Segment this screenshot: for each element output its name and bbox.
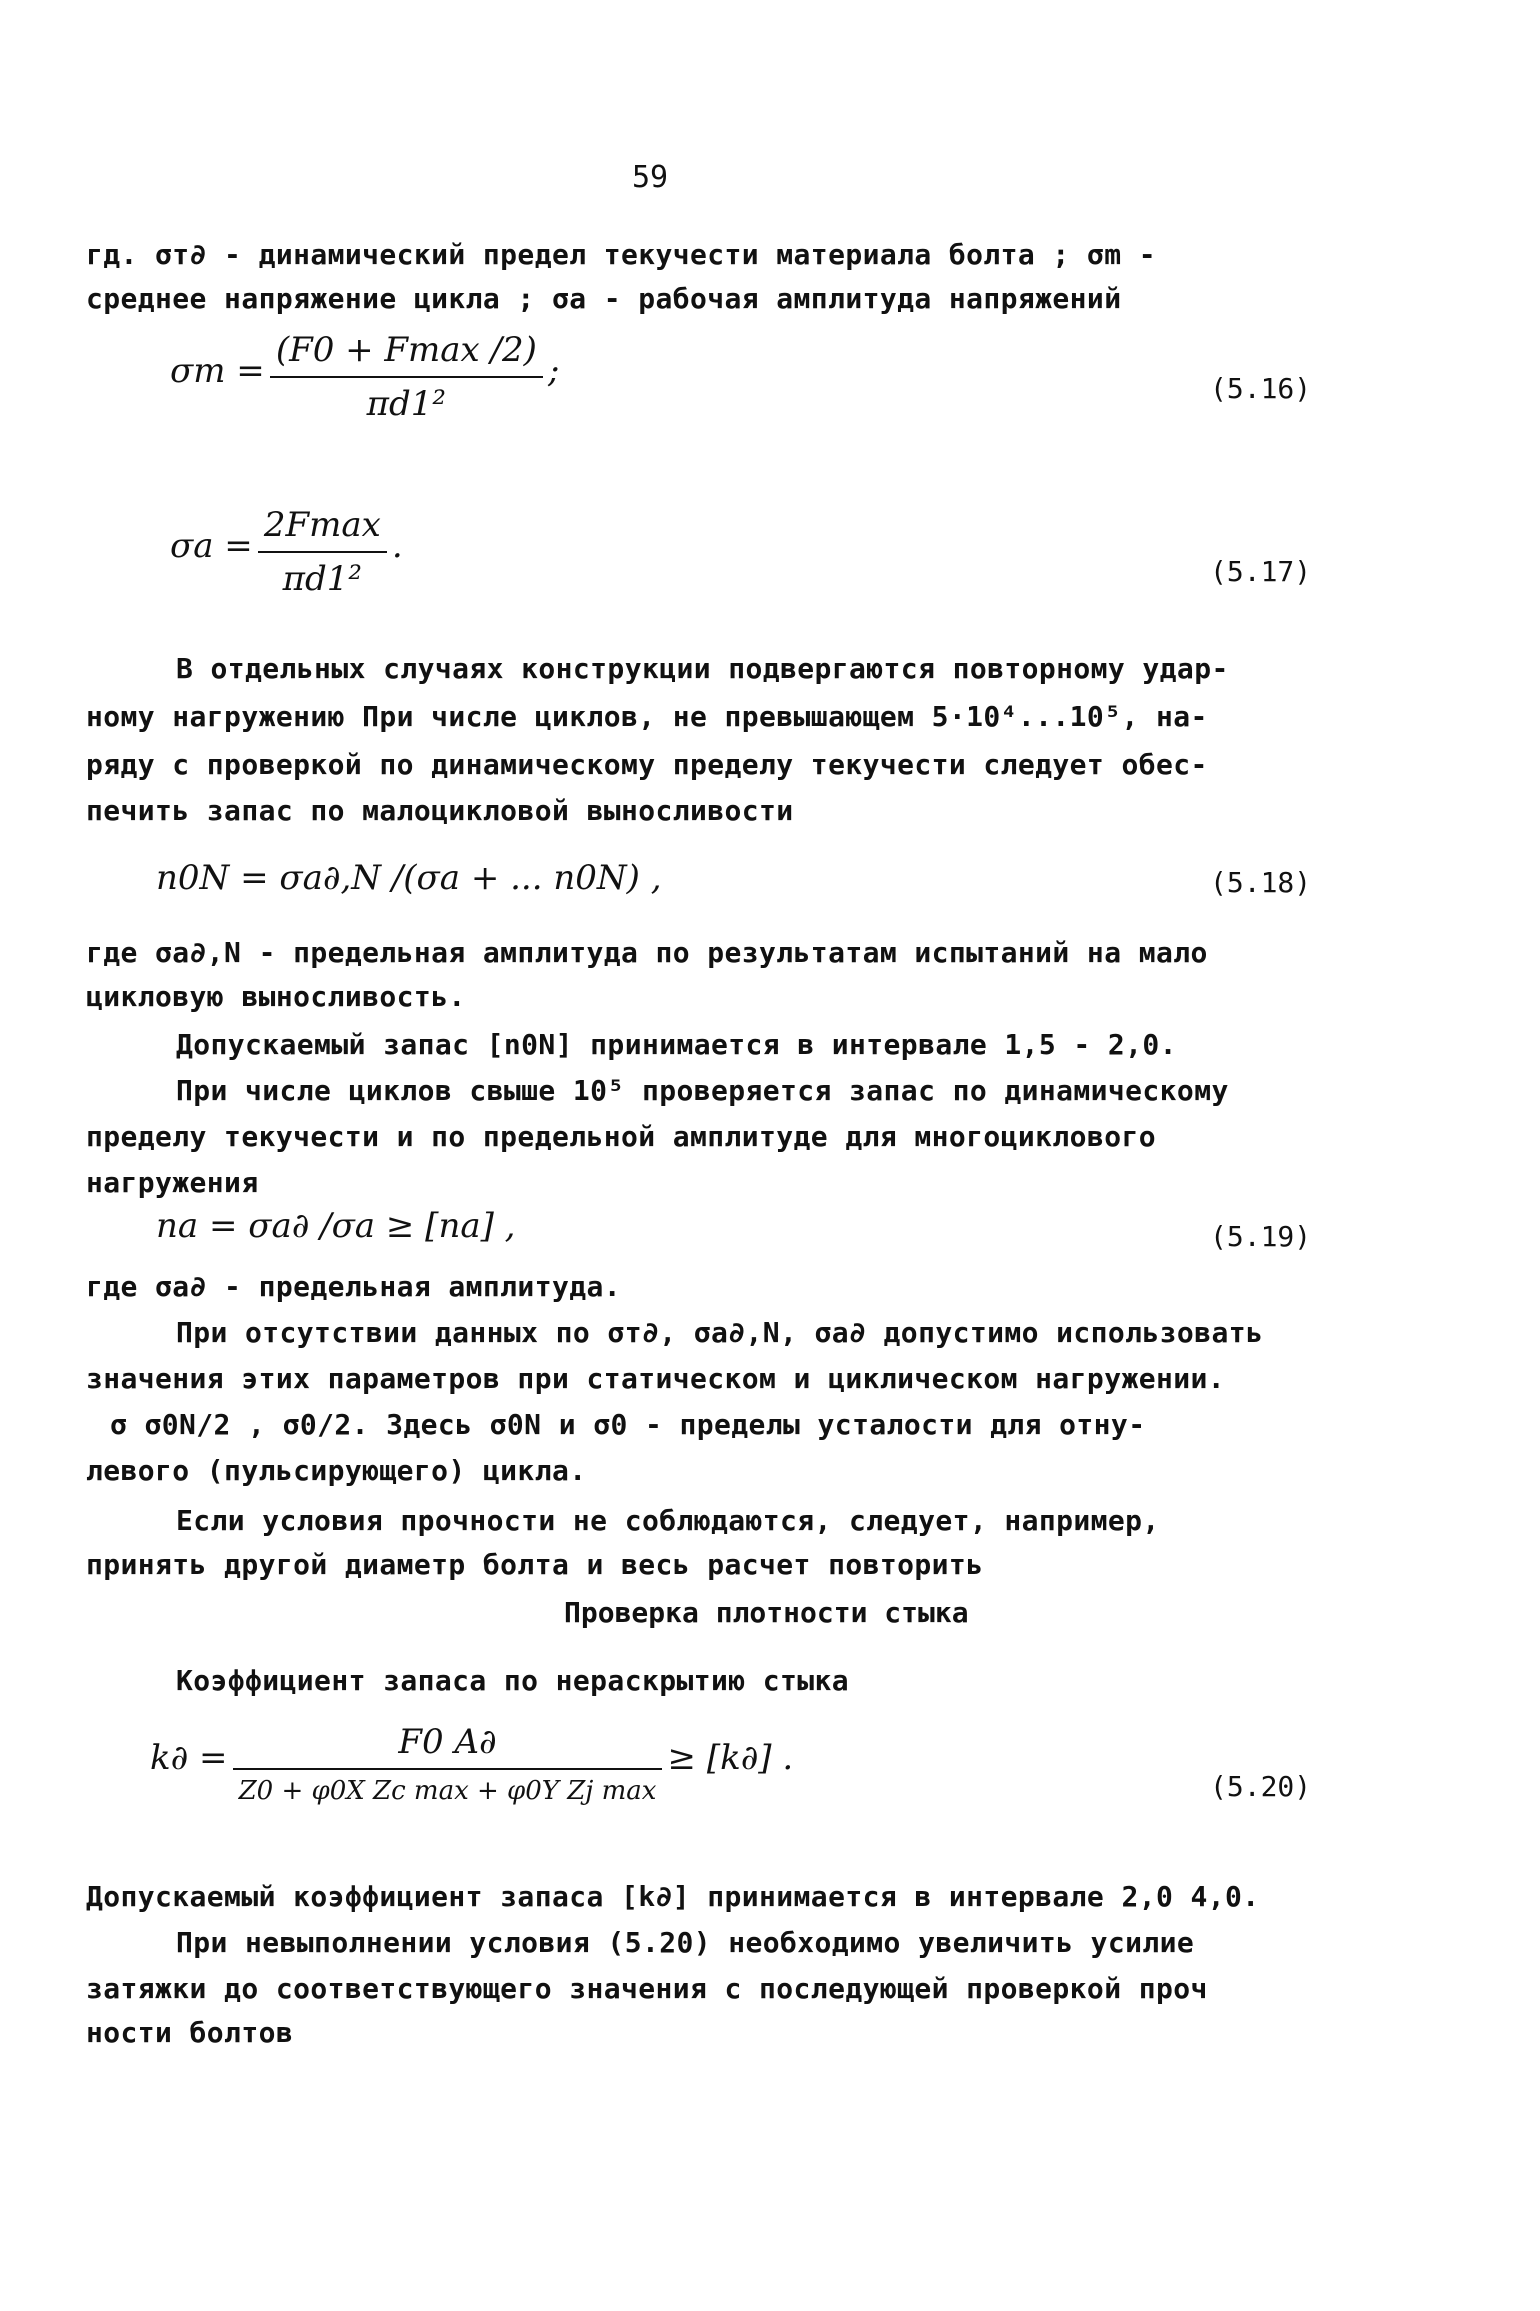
paragraph-6-line: При невыполнении условия (5.20) необходимо увеличить усилие: [176, 1926, 1195, 1959]
paragraph-3-line: цикловую выносливость.: [86, 980, 466, 1013]
fraction-numerator: F0 A∂: [398, 1722, 497, 1762]
equation-tail: .: [391, 525, 403, 566]
paragraph-4-line: где σa∂ - предельная амплитуда.: [86, 1270, 621, 1303]
paragraph-6-line: ности болтов: [86, 2016, 294, 2049]
paragraph-1-line: гд. σт∂ - динамический предел текучести материала болта ; σm -: [86, 238, 1156, 271]
equation-lhs: k∂ =: [150, 1737, 228, 1778]
equation-5-16: [170, 330, 559, 424]
paragraph-1-line: среднее напряжение цикла ; σa - рабочая амплитуда напряжений: [86, 282, 1122, 315]
equation-5-18: [156, 858, 662, 898]
equation-number: (5.18): [1210, 866, 1312, 899]
paragraph-2-line: ному нагружению При числе циклов, не превышающем 5·10⁴...10⁵, на-: [86, 700, 1208, 733]
paragraph-2-line: ряду с проверкой по динамическому пределу текучести следует обес-: [86, 748, 1208, 781]
paragraph-4-line: Если условия прочности не соблюдаются, следует, например,: [176, 1504, 1160, 1537]
equation-number: (5.19): [1210, 1220, 1312, 1253]
fraction-numerator: (F0 + Fmax /2): [275, 330, 537, 370]
equation-number: (5.17): [1210, 555, 1312, 588]
paragraph-6-line: затяжки до соответствующего значения с последующей проверкой проч: [86, 1972, 1208, 2005]
paragraph-2-line: печить запас по малоцикловой выносливости: [86, 794, 794, 827]
equation-5-20: [150, 1722, 793, 1806]
paragraph-4-line: левого (пульсирующего) цикла.: [86, 1454, 587, 1487]
fraction-denominator: Z0 + φ0X Zc max + φ0Y Zj max: [238, 1776, 657, 1806]
section-heading: Проверка плотности стыка: [564, 1596, 969, 1629]
paragraph-3-line: При числе циклов свыше 10⁵ проверяется запас по динамическому: [176, 1074, 1229, 1107]
equation-body: na = σa∂ /σa ≥ [na] ,: [156, 1206, 516, 1246]
paragraph-5: Коэффициент запаса по нераскрытию стыка: [176, 1664, 850, 1697]
equation-5-19: [156, 1206, 516, 1246]
paragraph-3-line: Допускаемый запас [n0N] принимается в интервале 1,5 - 2,0.: [176, 1028, 1177, 1061]
equation-body: n0N = σa∂,N /(σa + ... n0N) ,: [156, 858, 662, 898]
equation-tail: ;: [547, 350, 560, 391]
fraction: [270, 330, 543, 424]
fraction: [233, 1722, 663, 1806]
equation-tail: ≥ [k∂] .: [667, 1737, 794, 1778]
paragraph-3-line: пределу текучести и по предельной амплитуде для многоциклового: [86, 1120, 1156, 1153]
equation-number: (5.16): [1210, 372, 1312, 405]
fraction-denominator: πd1²: [282, 559, 363, 599]
paragraph-3-line: где σa∂,N - предельная амплитуда по результатам испытаний на мало: [86, 936, 1208, 969]
paragraph-4-line: значения этих параметров при статическом и циклическом нагружении.: [86, 1362, 1225, 1395]
paragraph-3-line: нагружения: [86, 1166, 259, 1199]
equation-5-17: [170, 505, 403, 599]
paragraph-6-line: Допускаемый коэффициент запаса [k∂] принимается в интервале 2,0 4,0.: [86, 1880, 1260, 1913]
fraction-numerator: 2Fmax: [263, 505, 381, 545]
paragraph-2-line: В отдельных случаях конструкции подвергаются повторному удар-: [176, 652, 1229, 685]
paragraph-4-line: При отсутствии данных по σт∂, σa∂,N, σa∂ допустимо использовать: [176, 1316, 1264, 1349]
fraction: [258, 505, 387, 599]
paragraph-4-line: σ σ0N/2 , σ0/2. Здесь σ0N и σ0 - пределы усталости для отну-: [110, 1408, 1146, 1441]
equation-lhs: σm =: [170, 350, 265, 391]
paragraph-4-line: принять другой диаметр болта и весь расчет повторить: [86, 1548, 984, 1581]
page-number: 59: [632, 160, 669, 195]
equation-lhs: σa =: [170, 525, 253, 566]
equation-number: (5.20): [1210, 1770, 1312, 1803]
fraction-denominator: πd1²: [366, 384, 447, 424]
